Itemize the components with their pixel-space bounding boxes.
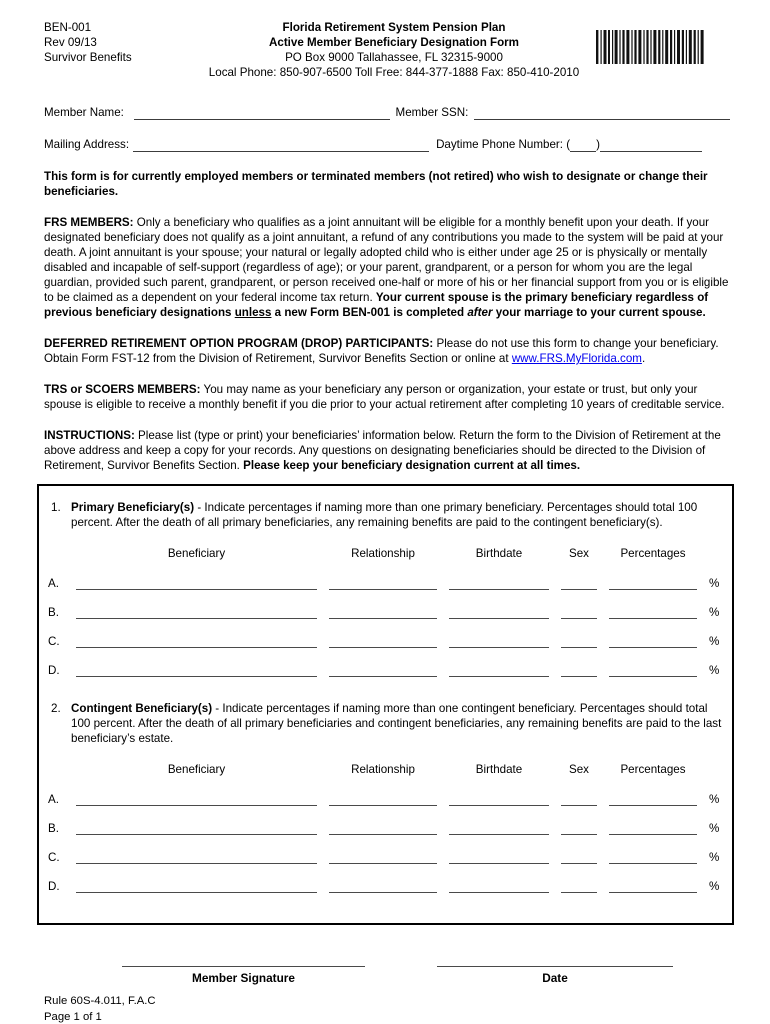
primary-beneficiary-row-b bbox=[48, 590, 723, 619]
trs-label: TRS or SCOERS MEMBERS: bbox=[44, 383, 201, 396]
relationship-line[interactable] bbox=[329, 603, 437, 619]
form-phone-line: Local Phone: 850-907-6500 Toll Free: 844-377-1888 Fax: 850-410-2010 bbox=[208, 66, 580, 79]
percent-sign: % bbox=[709, 664, 720, 677]
form-header bbox=[44, 20, 730, 80]
percentage-line[interactable] bbox=[609, 661, 697, 677]
form-revision: Rev 09/13 bbox=[44, 36, 97, 49]
birthdate-column-header: Birthdate bbox=[475, 763, 523, 776]
sex-line[interactable] bbox=[561, 790, 597, 806]
row-letter: B. bbox=[48, 822, 59, 835]
contingent-beneficiary-row-a bbox=[48, 777, 723, 806]
primary-table-header-row bbox=[48, 547, 723, 561]
relationship-line[interactable] bbox=[329, 661, 437, 677]
frs-members-paragraph bbox=[44, 215, 730, 320]
contingent-beneficiary-row-d bbox=[48, 864, 723, 893]
section-text bbox=[71, 500, 723, 530]
frs-spouse-bold-text-2: a new Form BEN-001 is completed bbox=[271, 306, 468, 319]
form-section-name: Survivor Benefits bbox=[44, 51, 132, 64]
form-id-block bbox=[44, 20, 192, 80]
relationship-column-header: Relationship bbox=[351, 763, 415, 776]
date-line[interactable] bbox=[437, 965, 673, 967]
primary-section-heading bbox=[48, 500, 723, 530]
beneficiary-name-line[interactable] bbox=[76, 661, 317, 677]
contingent-section-title: Contingent Beneficiary(s) bbox=[71, 702, 213, 715]
signature-area bbox=[44, 965, 730, 985]
member-name-label: Member Name: bbox=[44, 106, 124, 119]
phone-number-input-line[interactable] bbox=[600, 138, 702, 152]
row-letter: A. bbox=[48, 793, 59, 806]
percent-sign: % bbox=[709, 880, 720, 893]
beneficiary-name-line[interactable] bbox=[76, 574, 317, 590]
primary-section-title: Primary Beneficiary(s) bbox=[71, 501, 195, 514]
sex-line[interactable] bbox=[561, 661, 597, 677]
form-title: Florida Retirement System Pension Plan bbox=[282, 21, 506, 34]
daytime-phone-paren-close: ) bbox=[596, 138, 600, 151]
form-title-block bbox=[192, 20, 596, 80]
sex-line[interactable] bbox=[561, 632, 597, 648]
birthdate-line[interactable] bbox=[449, 632, 549, 648]
beneficiary-name-line[interactable] bbox=[76, 603, 317, 619]
birthdate-line[interactable] bbox=[449, 819, 549, 835]
birthdate-line[interactable] bbox=[449, 877, 549, 893]
frs-members-label: FRS MEMBERS: bbox=[44, 216, 134, 229]
instructions-text: Please list (type or print) your beneficiaries’ information below. Return the form to the Division of Retirement at the above address and keep a copy for your records. Any questions on designating beneficiaries should be directed to the Division of Retirement, Survivor Benefits Section. bbox=[44, 429, 721, 472]
sex-column-header: Sex bbox=[569, 547, 589, 560]
contingent-beneficiary-section bbox=[48, 701, 723, 893]
mailing-address-row bbox=[44, 138, 730, 152]
frs-after-word: after bbox=[467, 306, 493, 319]
birthdate-line[interactable] bbox=[449, 790, 549, 806]
relationship-line[interactable] bbox=[329, 574, 437, 590]
drop-participants-paragraph bbox=[44, 336, 730, 366]
percent-sign: % bbox=[709, 577, 720, 590]
percent-sign: % bbox=[709, 606, 720, 619]
frs-unless-word: unless bbox=[234, 306, 272, 319]
row-letter: D. bbox=[48, 880, 60, 893]
form-purpose-statement: This form is for currently employed members or terminated members (not retired) who wish to designate or change their beneficiaries. bbox=[44, 170, 708, 198]
sex-line[interactable] bbox=[561, 574, 597, 590]
trs-scoers-paragraph bbox=[44, 382, 730, 412]
member-name-input-line[interactable] bbox=[134, 106, 390, 120]
birthdate-column-header: Birthdate bbox=[475, 547, 523, 560]
mailing-address-input-line[interactable] bbox=[133, 138, 429, 152]
birthdate-line[interactable] bbox=[449, 848, 549, 864]
birthdate-line[interactable] bbox=[449, 603, 549, 619]
frs-spouse-bold-text-3: your marriage to your current spouse. bbox=[492, 306, 706, 319]
contingent-table-header-row bbox=[48, 763, 723, 777]
percentages-column-header: Percentages bbox=[620, 763, 686, 776]
percent-sign: % bbox=[709, 822, 720, 835]
instructions-label: INSTRUCTIONS: bbox=[44, 429, 135, 442]
date-block bbox=[437, 965, 673, 985]
member-ssn-input-line[interactable] bbox=[474, 106, 730, 120]
beneficiary-name-line[interactable] bbox=[76, 790, 317, 806]
primary-beneficiary-row-d bbox=[48, 648, 723, 677]
sex-column-header: Sex bbox=[569, 763, 589, 776]
primary-section-description: - Indicate percentages if naming more than one primary beneficiary. Percentages should total 100 percent. After the death of all primary beneficiaries, any remaining benefits are paid to the contingent beneficiary(s). bbox=[71, 501, 698, 529]
instructions-bold-text: Please keep your beneficiary designation current at all times. bbox=[243, 459, 581, 472]
beneficiary-designation-box bbox=[37, 484, 734, 925]
page-number: Page 1 of 1 bbox=[44, 1011, 102, 1023]
relationship-line[interactable] bbox=[329, 632, 437, 648]
drop-text-end: . bbox=[641, 352, 646, 365]
percentage-line[interactable] bbox=[609, 877, 697, 893]
member-signature-line[interactable] bbox=[122, 965, 365, 967]
daytime-phone-label: Daytime Phone Number: ( bbox=[436, 138, 571, 151]
sex-line[interactable] bbox=[561, 848, 597, 864]
contingent-section-heading bbox=[48, 701, 723, 746]
row-letter: B. bbox=[48, 606, 59, 619]
primary-beneficiary-row-a bbox=[48, 561, 723, 590]
area-code-input-line[interactable] bbox=[570, 138, 596, 152]
form-address: PO Box 9000 Tallahassee, FL 32315-9000 bbox=[285, 51, 503, 64]
relationship-column-header: Relationship bbox=[351, 547, 415, 560]
percent-sign: % bbox=[709, 851, 720, 864]
drop-text: Please do not use this form to change your beneficiary. Obtain Form FST-12 from the Division of Retirement, Survivor Benefits Section or online at bbox=[44, 337, 719, 365]
member-signature-label: Member Signature bbox=[192, 971, 295, 985]
section-number: 1. bbox=[51, 501, 61, 514]
trs-text: You may name as your beneficiary any person or organization, your estate or trust, but only your spouse is eligible to receive a monthly benefit if you die prior to your actual retirement after completing 10 years of creditable service. bbox=[44, 383, 725, 411]
relationship-line[interactable] bbox=[329, 877, 437, 893]
row-letter: C. bbox=[48, 635, 60, 648]
contingent-section-description: - Indicate percentages if naming more than one contingent beneficiary. Percentages should total 100 percent. After the death of all primary beneficiaries and contingent beneficiaries, any remaining benefits are paid to the last beneficiary’s estate. bbox=[71, 702, 722, 745]
row-letter: A. bbox=[48, 577, 59, 590]
barcode-icon bbox=[596, 30, 706, 64]
barcode-block bbox=[596, 20, 730, 80]
birthdate-line[interactable] bbox=[449, 661, 549, 677]
birthdate-line[interactable] bbox=[449, 574, 549, 590]
beneficiary-name-line[interactable] bbox=[76, 632, 317, 648]
percentage-line[interactable] bbox=[609, 574, 697, 590]
sex-line[interactable] bbox=[561, 819, 597, 835]
beneficiary-name-line[interactable] bbox=[76, 877, 317, 893]
instructions-paragraph bbox=[44, 428, 730, 473]
section-text bbox=[71, 701, 723, 746]
percentage-line[interactable] bbox=[609, 603, 697, 619]
drop-label: DEFERRED RETIREMENT OPTION PROGRAM (DROP) PARTICIPANTS: bbox=[44, 337, 434, 350]
beneficiary-name-line[interactable] bbox=[76, 819, 317, 835]
contingent-beneficiary-row-b bbox=[48, 806, 723, 835]
primary-beneficiary-row-c bbox=[48, 619, 723, 648]
percentage-line[interactable] bbox=[609, 819, 697, 835]
beneficiary-column-header: Beneficiary bbox=[167, 547, 226, 560]
primary-beneficiary-section bbox=[48, 500, 723, 677]
rule-reference: Rule 60S-4.011, F.A.C bbox=[44, 995, 156, 1007]
sex-line[interactable] bbox=[561, 603, 597, 619]
mailing-address-label: Mailing Address: bbox=[44, 138, 130, 151]
section-number: 2. bbox=[51, 702, 61, 715]
percentage-line[interactable] bbox=[609, 790, 697, 806]
percentage-line[interactable] bbox=[609, 632, 697, 648]
contingent-beneficiary-row-c bbox=[48, 835, 723, 864]
row-letter: C. bbox=[48, 851, 60, 864]
member-name-row bbox=[44, 106, 730, 120]
relationship-line[interactable] bbox=[329, 848, 437, 864]
row-letter: D. bbox=[48, 664, 60, 677]
percentage-line[interactable] bbox=[609, 848, 697, 864]
member-ssn-label: Member SSN: bbox=[395, 106, 469, 119]
frs-members-text: Only a beneficiary who qualifies as a joint annuitant will be eligible for a monthly benefit upon your death. If your designated beneficiary does not qualify as a joint annuitant, a refund of any contributions you made to the system will be paid at your death. A joint annuitant is your spouse; your natural or legally adopted child who is either under age 25 or is physically or mentally disabled and incapable of self-support (regardless of age); or your parent, grandparent, or a person for whom you are the legal guardian, provided such parent, grandparent, or person received one-half or more of his or her financial support from you or is eligible to be claimed as a dependent on your federal income tax return. bbox=[44, 216, 729, 304]
percentages-column-header: Percentages bbox=[620, 547, 686, 560]
date-label: Date bbox=[542, 971, 568, 985]
relationship-line[interactable] bbox=[329, 790, 437, 806]
frs-spouse-bold-text: Your current spouse is the primary beneficiary regardless of previous beneficiary designations bbox=[44, 291, 709, 319]
percent-sign: % bbox=[709, 635, 720, 648]
sex-line[interactable] bbox=[561, 877, 597, 893]
form-id: BEN-001 bbox=[44, 21, 92, 34]
member-signature-block bbox=[122, 965, 365, 985]
frs-myflorida-link[interactable]: www.FRS.MyFlorida.com bbox=[511, 352, 642, 365]
beneficiary-column-header: Beneficiary bbox=[167, 763, 226, 776]
form-subtitle: Active Member Beneficiary Designation Form bbox=[269, 36, 519, 49]
relationship-line[interactable] bbox=[329, 819, 437, 835]
beneficiary-name-line[interactable] bbox=[76, 848, 317, 864]
percent-sign: % bbox=[709, 793, 720, 806]
